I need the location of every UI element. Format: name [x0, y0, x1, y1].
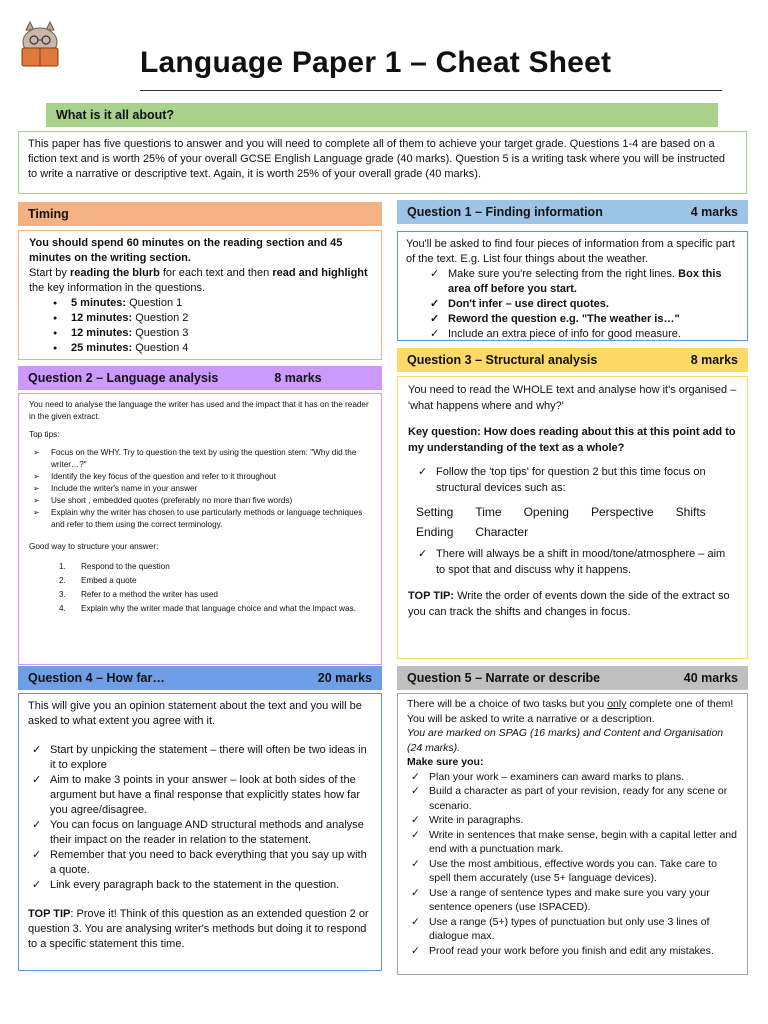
q1-heading-bar [397, 200, 748, 224]
tick-icon: ✓ [411, 770, 420, 783]
timing-start-e: the key information in the questions. [29, 282, 206, 294]
q5-marks: 40 marks [683, 671, 738, 685]
q5-make-sure: Make sure you: [407, 756, 484, 768]
q2-marks: 8 marks [274, 371, 322, 385]
tick-icon: ✓ [411, 828, 420, 841]
tick-icon: ✓ [430, 268, 440, 280]
q2-step-number: 1. [59, 562, 66, 571]
tick-icon: ✓ [32, 774, 42, 786]
q1-tip-text: Make sure you're selecting from the right lines. [448, 268, 679, 280]
q5-tip [407, 770, 738, 785]
q3-tip-text: There will always be a shift in mood/tone/atmosphere – aim to spot that and discuss why it happens. [436, 548, 726, 576]
q5-tip-text: Write in sentences that make sense, begin with a capital letter and end with a punctuation mark. [429, 828, 737, 855]
q3-box [397, 376, 748, 659]
q2-tip-text: Explain why the writer has chosen to use particularly methods or language techniques and refer to them using the correct terminology. [51, 508, 363, 529]
q4-tip [28, 743, 372, 773]
tick-icon: ✓ [411, 857, 420, 870]
arrow-icon: ➢ [33, 472, 40, 481]
q3-devices [416, 504, 737, 540]
q4-tip [28, 818, 372, 848]
bullet-icon: ● [53, 330, 58, 337]
q3-heading: Question 3 – Structural analysis [407, 353, 598, 367]
timing-box [18, 230, 382, 360]
bullet-icon: ● [53, 300, 58, 307]
q5-tip-text: Use the most ambitious, effective words you can. Take care to spell them accurately (use 5+ language devices). [429, 857, 717, 884]
tick-icon: ✓ [411, 886, 420, 899]
q2-box [18, 393, 382, 665]
tick-icon: ✓ [430, 328, 440, 340]
q3-device: Setting [416, 505, 454, 519]
tick-icon: ✓ [411, 915, 420, 928]
tick-icon: ✓ [32, 879, 42, 891]
q4-heading-bar [18, 666, 382, 690]
q4-tip-text: Link every paragraph back to the statement in the question. [50, 879, 340, 891]
q3-device: Opening [523, 505, 569, 519]
q4-tip [28, 773, 372, 818]
q4-tip-text: You can focus on language AND structural methods and analyse their impact on the reader in relation to the statement. [50, 819, 364, 846]
timing-start-b: reading the blurb [69, 267, 160, 279]
timing-item-question: Question 2 [132, 312, 189, 324]
q1-box [397, 231, 748, 341]
q3-marks: 8 marks [690, 353, 738, 367]
q3-tip [414, 546, 737, 578]
q5-intro-c: complete one of them! You will be asked to write a narrative or a description. [407, 698, 734, 725]
q5-intro-a: There will be a choice of two tasks but you [407, 698, 608, 710]
tick-icon: ✓ [418, 548, 428, 560]
q2-tip-text: Use short , embedded quotes (preferably no more than five words) [51, 496, 293, 505]
q2-step-text: Explain why the writer made that language choice and what the impact was. [81, 604, 356, 613]
tick-icon: ✓ [32, 819, 42, 831]
timing-start [29, 266, 371, 296]
q4-tip [28, 848, 372, 878]
q4-top-tip [28, 907, 372, 952]
q2-step-number: 3. [59, 590, 66, 599]
timing-start-a: Start by [29, 267, 70, 279]
q3-tip [414, 464, 737, 496]
q5-tip [407, 828, 738, 857]
q2-heading: Question 2 – Language analysis [28, 371, 219, 385]
q1-tip [426, 297, 739, 312]
q2-structure-label: Good way to structure your answer: [29, 542, 159, 551]
q2-step-text: Respond to the question [81, 562, 170, 571]
q2-tips-label: Top tips: [29, 430, 60, 439]
timing-item-question: Question 3 [132, 327, 189, 339]
q2-step-text: Embed a quote [81, 576, 137, 585]
about-box [18, 131, 747, 194]
arrow-icon: ➢ [33, 496, 40, 505]
q5-tip [407, 784, 738, 813]
q3-device: Perspective [590, 505, 654, 519]
q4-tip-text: Remember that you need to back everything that you say up with a quote. [50, 849, 367, 876]
timing-item [49, 341, 371, 356]
timing-heading: Timing [28, 207, 69, 221]
q2-tip [29, 483, 371, 495]
q1-tip [426, 312, 739, 327]
timing-item-time: 5 minutes: [71, 297, 127, 309]
about-heading: What is it all about? [56, 108, 175, 122]
q5-marked: You are marked on SPAG (16 marks) and Content and Organisation (24 marks). [407, 727, 724, 754]
q2-tip-text: Include the writer's name in your answer [51, 484, 198, 493]
q2-step [55, 603, 371, 615]
timing-start-c: for each text and then [159, 267, 273, 279]
q2-tip [29, 495, 371, 507]
q2-tip-text: Focus on the WHY. Try to question the text by using the question stem: "Why did the writer…?" [51, 448, 357, 469]
q4-heading: Question 4 – How far… [28, 671, 165, 685]
q2-tip [29, 471, 371, 483]
timing-item [49, 326, 371, 341]
arrow-icon: ➢ [33, 484, 40, 493]
q3-top-tip-label: TOP TIP: [408, 590, 455, 602]
tick-icon: ✓ [411, 785, 420, 797]
q5-tip-text: Plan your work – examiners can award marks to plans. [429, 770, 685, 783]
q5-tip [407, 857, 738, 886]
q4-top-tip-label: TOP TIP [28, 908, 71, 920]
timing-item-question: Question 4 [132, 342, 189, 354]
q2-step [55, 561, 371, 573]
q2-tip-text: Identify the key focus of the question and refer to it throughout [51, 472, 276, 481]
q3-device: Time [475, 505, 502, 519]
q4-top-tip-text: : Prove it! Think of this question as an extended question 2 or question 3. You are analysing writer's methods but doing it to respond to a specific statement this time. [28, 908, 369, 950]
q1-heading: Question 1 – Finding information [407, 205, 603, 219]
bullet-icon: ● [53, 345, 58, 352]
q2-heading-bar [18, 366, 382, 390]
q1-tip-bold: Box this area off before you start. [448, 268, 722, 295]
q5-tip-text: Build a character as part of your revision, ready for any scene or scenario. [429, 785, 728, 812]
arrow-icon: ➢ [33, 508, 40, 517]
about-body: This paper has five questions to answer and you will need to complete all of them to achieve your target grade. Questions 1-4 are based on a fiction text and is worth 25% of your overall GCSE English Language grade (40 marks). Question 5 is a writing task where you will be instructed to write a narrative or descriptive text. Again, it is worth 25% of your overall grade (40 marks). [28, 138, 726, 180]
q5-tip [407, 915, 738, 944]
q1-tip [426, 267, 739, 297]
tick-icon: ✓ [411, 944, 420, 957]
q2-intro: You need to analyse the language the writer has used and the impact that it has on the reader in the given extract. [29, 400, 369, 421]
q3-device: Character [475, 525, 529, 539]
q5-tip-text: Use a range of sentence types and make sure you vary your sentence openers (use ISPACED). [429, 886, 710, 913]
timing-heading-bar [18, 202, 382, 226]
about-heading-bar [46, 103, 718, 127]
timing-item-time: 12 minutes: [71, 312, 133, 324]
timing-intro: You should spend 60 minutes on the reading section and 45 minutes on the writing section. [29, 237, 343, 264]
q5-heading: Question 5 – Narrate or describe [407, 671, 601, 685]
q4-intro: This will give you an opinion statement about the text and you will be asked to what extent you agree with it. [28, 700, 362, 727]
timing-item-time: 12 minutes: [71, 327, 133, 339]
q5-tip-text: Write in paragraphs. [429, 814, 524, 826]
q3-device: Shifts [675, 505, 706, 519]
q5-box [397, 693, 748, 975]
cat-reading-logo [18, 20, 62, 68]
q1-tip-text: Include an extra piece of info for good measure. [448, 328, 681, 340]
q3-top-tip-text: Write the order of events down the side of the extract so you can track the shifts and changes in focus. [408, 590, 730, 618]
title-divider [140, 90, 722, 91]
q4-tip-text: Aim to make 3 points in your answer – look at both sides of the argument but have a final response that explicitly states how far you agree/disagree. [50, 774, 361, 816]
q1-tip [426, 327, 739, 342]
q2-step [55, 575, 371, 587]
timing-item-time: 25 minutes: [71, 342, 133, 354]
q3-device: Ending [416, 525, 454, 539]
q2-step-number: 4. [59, 604, 66, 613]
q1-tip-text: Don't infer – use direct quotes. [448, 298, 609, 310]
q2-tip [29, 447, 371, 471]
q5-intro [407, 697, 738, 726]
tick-icon: ✓ [430, 298, 440, 310]
q5-tip-text: Proof read your work before you finish and edit any mistakes. [429, 944, 714, 957]
bullet-icon: ● [53, 315, 58, 322]
q2-step-text: Refer to a method the writer has used [81, 590, 218, 599]
q4-box [18, 693, 382, 971]
q2-step [55, 589, 371, 601]
q3-top-tip [408, 588, 737, 620]
q1-marks: 4 marks [690, 205, 738, 219]
timing-item [49, 311, 371, 326]
q5-tip-text: Use a range (5+) types of punctuation but only use 3 lines of dialogue max. [429, 915, 710, 942]
timing-start-d: read and highlight [272, 267, 368, 279]
q5-tip [407, 944, 738, 959]
tick-icon: ✓ [32, 849, 42, 861]
tick-icon: ✓ [430, 313, 440, 325]
q4-tip-text: Start by unpicking the statement – there will often be two ideas in it to explore [50, 744, 367, 771]
q3-intro: You need to read the WHOLE text and analyse how it's organised – 'what happens where and why?' [408, 384, 737, 412]
q5-tip [407, 813, 738, 828]
q5-tip [407, 886, 738, 915]
q2-step-number: 2. [59, 576, 66, 585]
timing-item-question: Question 1 [126, 297, 183, 309]
q5-heading-bar [397, 666, 748, 690]
q3-tip-text: Follow the 'top tips' for question 2 but this time focus on structural devices such as: [436, 466, 706, 494]
q1-tip-text: Reword the question e.g. "The weather is…" [448, 313, 680, 325]
page-title: Language Paper 1 – Cheat Sheet [140, 46, 612, 79]
timing-item [49, 296, 371, 311]
tick-icon: ✓ [32, 744, 42, 756]
q5-intro-b: only [607, 698, 627, 710]
q2-tip [29, 507, 371, 531]
q4-marks: 20 marks [317, 671, 372, 685]
q4-tip [28, 878, 372, 893]
q1-intro: You'll be asked to find four pieces of information from a specific part of the text. E.g. List four things about the weather. [406, 238, 735, 265]
q3-key-question: Key question: How does reading about this at this point add to my understanding of the text as a whole? [408, 426, 736, 454]
tick-icon: ✓ [418, 466, 428, 478]
q3-heading-bar [397, 348, 748, 372]
arrow-icon: ➢ [33, 448, 40, 457]
tick-icon: ✓ [411, 814, 420, 826]
